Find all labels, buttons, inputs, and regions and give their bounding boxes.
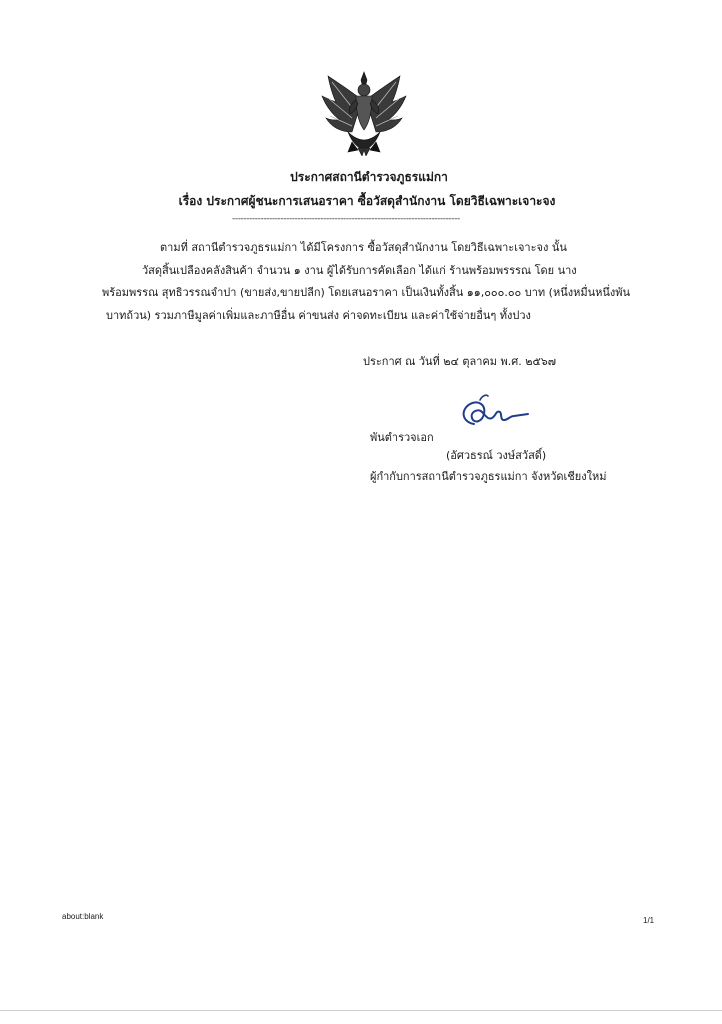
signer-name: (อัศวธรณ์ วงษ์สวัสดิ์) bbox=[446, 449, 547, 462]
page-bottom-edge bbox=[0, 1010, 722, 1011]
handwritten-signature bbox=[452, 392, 532, 434]
body-line: บาทถ้วน) รวมภาษีมูลค่าเพิ่มและภาษีอื่น ค่าขนส่ง ค่าจดทะเบียน และค่าใช้จ่ายอื่นๆ ทั้งปวง bbox=[106, 309, 531, 322]
footer-page-number: 1/1 bbox=[643, 916, 655, 925]
announcement-subject: เรื่อง ประกาศผู้ชนะการเสนอราคา ซื้อวัสดุสำนักงาน โดยวิธีเฉพาะเจาะจง bbox=[178, 194, 556, 208]
body-line: วัสดุสิ้นเปลืองคลังสินค้า จำนวน ๑ งาน ผู้ได้รับการคัดเลือก ได้แก่ ร้านพร้อมพรรรณ โดย นาง bbox=[142, 264, 577, 277]
announcement-title: ประกาศสถานีตำรวจภูธรแม่กา bbox=[290, 170, 448, 184]
signer-position: ผู้กำกับการสถานีตำรวจภูธรแม่กา จังหวัดเชียงใหม่ bbox=[370, 470, 607, 483]
separator-line: -------------------------------------------------------------------------------- bbox=[232, 214, 460, 224]
announcement-date: ประกาศ ณ วันที่ ๒๔ ตุลาคม พ.ศ. ๒๕๖๗ bbox=[363, 355, 557, 368]
garuda-emblem-icon bbox=[318, 70, 410, 156]
body-line: ตามที่ สถานีตำรวจภูธรแม่กา ได้มีโครงการ ซื้อวัสดุสำนักงาน โดยวิธีเฉพาะเจาะจง นั้น bbox=[160, 241, 567, 254]
body-line: พร้อมพรรณ สุทธิวรรณจำปา (ขายส่ง,ขายปลีก) โดยเสนอราคา เป็นเงินทั้งสิ้น ๑๑,๐๐๐.๐๐ บาท (หนึ่งหมื่นหนึ่งพัน bbox=[102, 286, 631, 299]
signer-rank: พันตำรวจเอก bbox=[370, 431, 434, 444]
footer-url: about:blank bbox=[62, 912, 104, 921]
